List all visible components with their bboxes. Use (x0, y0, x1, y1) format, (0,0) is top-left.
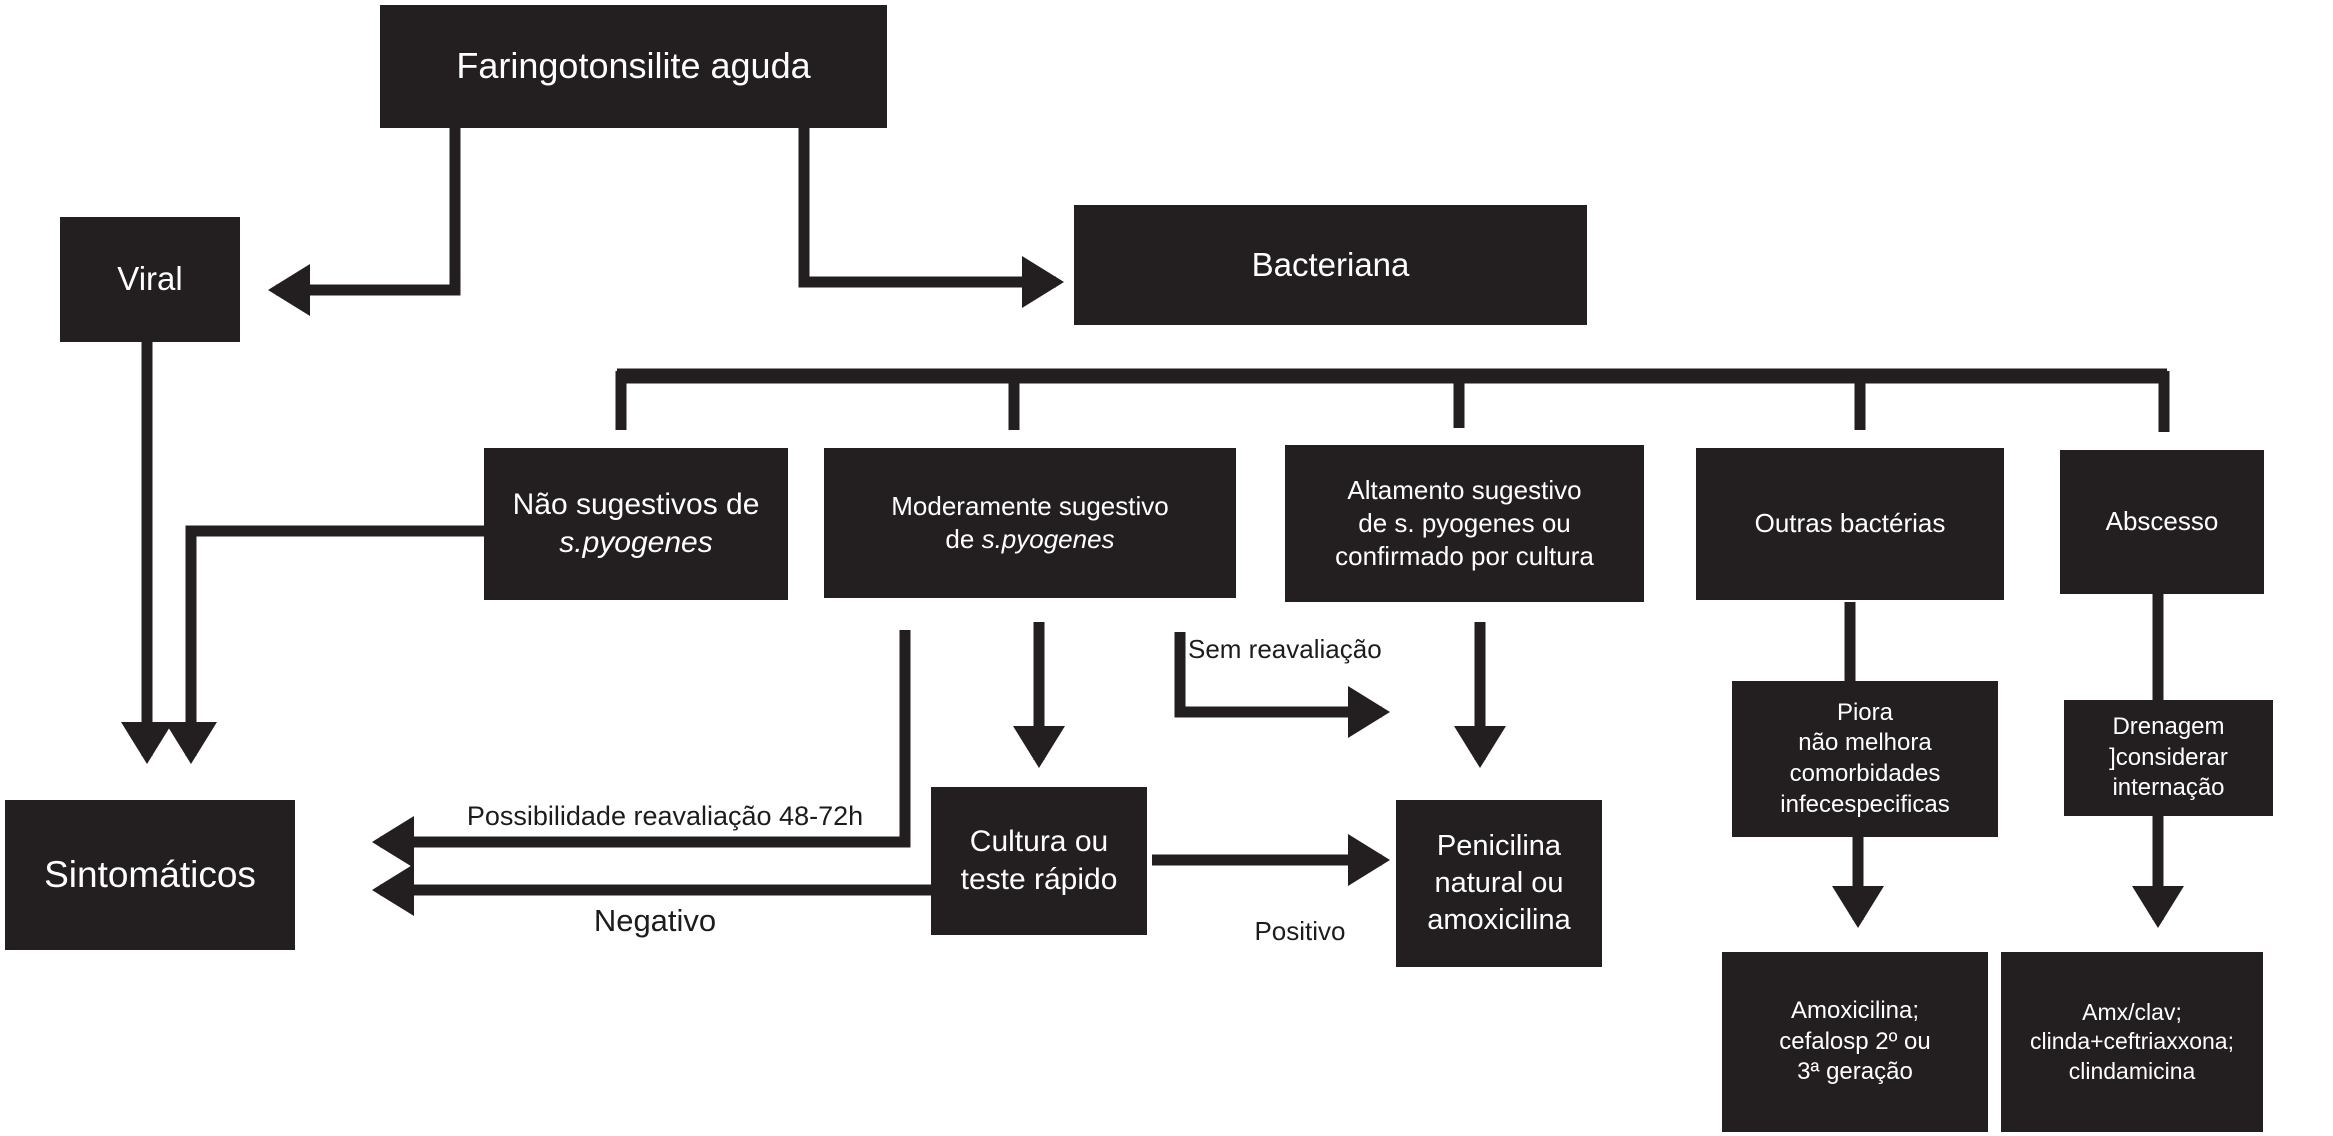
node-outras-bacterias: Outras bactérias (1696, 448, 2004, 600)
node-nao-sugestivos-pyogenes: Não sugestivos de s.pyogenes (484, 448, 788, 600)
node-amx-clav-clindamicina: Amx/clav; clinda+ceftriaxxona; clindamicina (2001, 952, 2263, 1132)
node-penicilina-amoxicilina: Penicilina natural ou amoxicilina (1396, 800, 1602, 967)
node-sintomaticos: Sintomáticos (5, 800, 295, 950)
node-amoxicilina-cefalosp: Amoxicilina; cefalosp 2º ou 3ª geração (1722, 952, 1988, 1132)
edge-label-possibilidade-reavaliacao: Possibilidade reavaliação 48-72h (466, 801, 864, 831)
edge-label-negativo: Negativo (593, 903, 717, 938)
node-piora-comorbidades: Piora não melhora comorbidades infecespecificas (1732, 681, 1998, 837)
node-moderamente-sugestivo-pyogenes: Moderamente sugestivo de s.pyogenes (824, 448, 1236, 598)
node-faringotonsilite-aguda: Faringotonsilite aguda (380, 5, 887, 128)
edge-label-positivo: Positivo (1254, 916, 1346, 946)
node-abscesso: Abscesso (2060, 450, 2264, 594)
node-altamente-sugestivo-pyogenes: Altamento sugestivo de s. pyogenes ou confirmado por cultura (1285, 445, 1644, 602)
node-cultura-teste-rapido: Cultura ou teste rápido (931, 787, 1147, 935)
edge-label-sem-reavaliacao: Sem reavaliação (1188, 634, 1382, 664)
edge-trunk-to-viral (276, 126, 455, 290)
edge-trunk-to-bacteriana (804, 126, 1056, 282)
node-bacteriana: Bacteriana (1074, 205, 1587, 325)
node-drenagem-internacao: Drenagem ]considerar internação (2064, 700, 2273, 816)
node-viral: Viral (60, 217, 240, 342)
edge-naosugestivos-to-sintomaticos (191, 531, 484, 756)
